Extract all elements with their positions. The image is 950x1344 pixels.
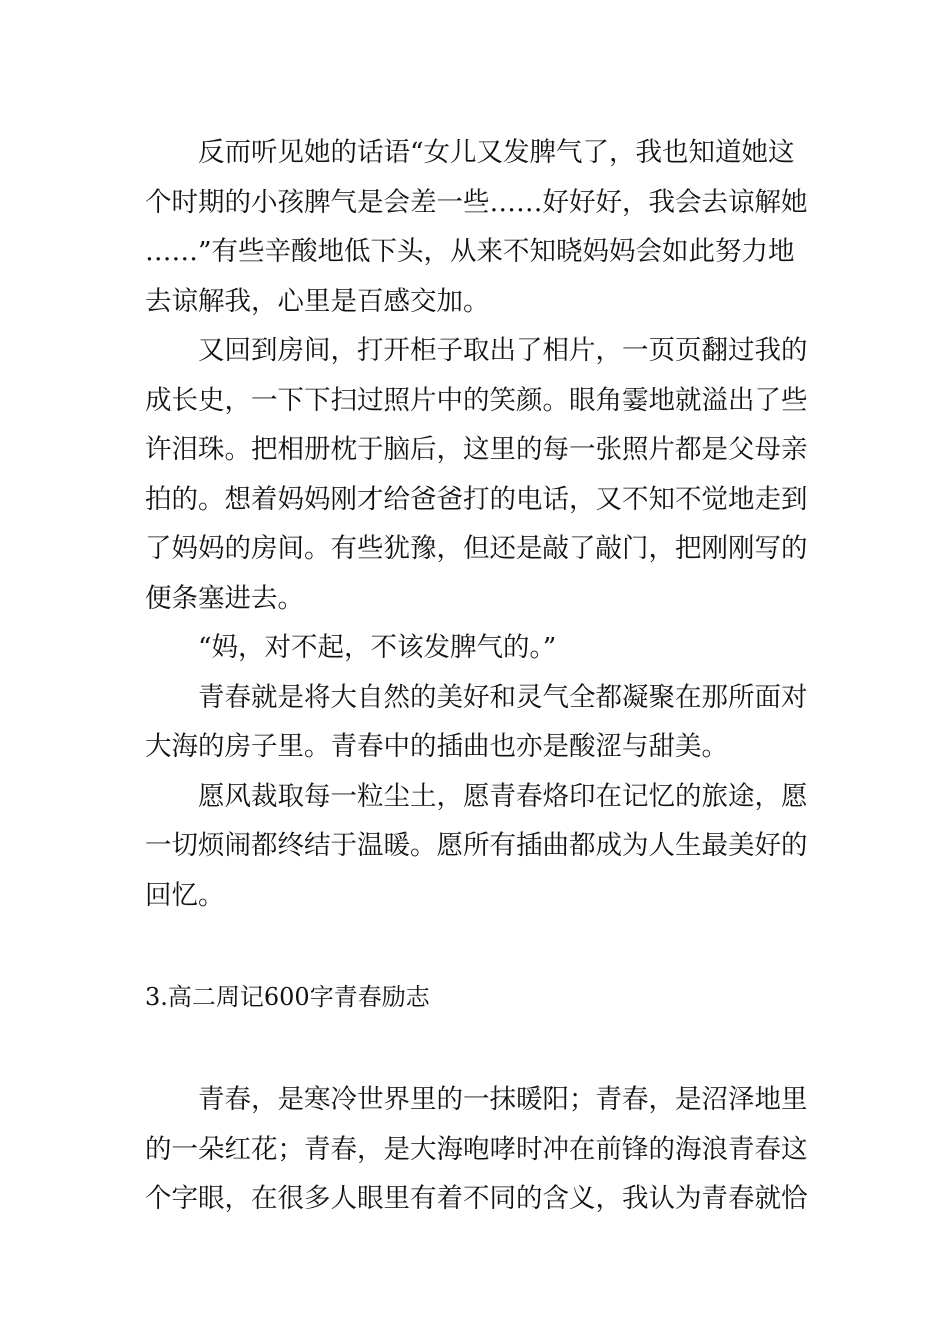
text-line: 个时期的小孩脾气是会差一些……好好好，我会去谅解她: [145, 186, 808, 218]
text-line: 愿风裁取每一粒尘土，愿青春烙印在记忆的旅途，愿: [198, 780, 808, 812]
text-line: 去谅解我，心里是百感交加。: [145, 285, 490, 317]
text-line: 了妈妈的房间。有些犹豫，但还是敲了敲门，把刚刚写的: [145, 533, 808, 564]
text-line: “妈，对不起，不该发脾气的。”: [198, 632, 557, 663]
text-line: 青春就是将大自然的美好和灵气全都凝聚在那所面对: [198, 681, 808, 713]
essay-section-continued: [145, 128, 807, 920]
paragraph-overheard-mother: [145, 128, 807, 326]
paragraph-wishes: [145, 772, 807, 921]
text-line: 回忆。: [145, 879, 225, 911]
text-line: 大海的房子里。青春中的插曲也亦是酸涩与甜美。: [145, 731, 728, 762]
text-line: 青春，是寒冷世界里的一抹暖阳；青春，是沼泽地里: [198, 1084, 808, 1115]
section-heading: 3.高二周记600字青春励志: [145, 983, 430, 1011]
text-line: 许泪珠。把相册枕于脑后，这里的每一张照片都是父母亲: [145, 434, 808, 465]
paragraph-photo-album: [145, 326, 807, 623]
essay-section-youth: [145, 1075, 807, 1224]
text-line: 反而听见她的话语“女儿又发脾气了，我也知道她这: [198, 137, 795, 168]
text-line: 的一朵红花；青春，是大海咆哮时冲在前锋的海浪青春这: [145, 1133, 808, 1165]
text-line: 一切烦闹都终结于温暖。愿所有插曲都成为人生最美好的: [145, 830, 808, 861]
text-line: 便条塞进去。: [145, 582, 304, 614]
text-line: 又回到房间，打开柜子取出了相片，一页页翻过我的: [198, 335, 808, 366]
text-line: 拍的。想着妈妈刚才给爸爸打的电话，又不知不觉地走到: [145, 483, 808, 515]
paragraph-youth-house: [145, 673, 807, 772]
text-line: ……”有些辛酸地低下头，从来不知晓妈妈会如此努力地: [145, 236, 795, 267]
text-line: 成长史，一下下扫过照片中的笑颜。眼角霎地就溢出了些: [145, 384, 808, 416]
paragraph-apology-note: [145, 623, 807, 673]
paragraph-youth-definition: [145, 1075, 807, 1224]
text-line: 个字眼，在很多人眼里有着不同的含义，我认为青春就恰: [145, 1183, 808, 1214]
